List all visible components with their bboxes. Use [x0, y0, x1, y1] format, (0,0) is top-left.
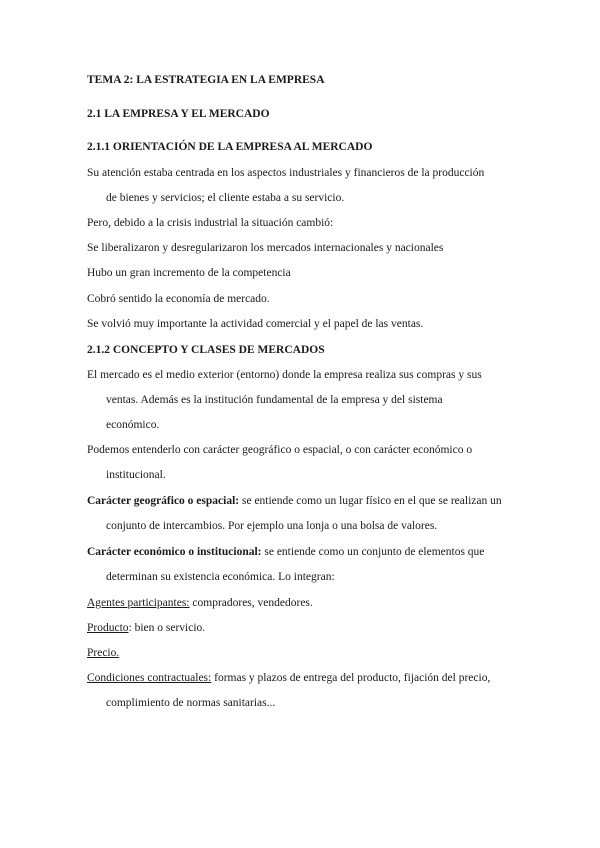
list-item-condiciones — [87, 671, 490, 685]
paragraph-line: ventas. Además es la institución fundamental de la empresa y del sistema — [106, 394, 443, 406]
definition-label: Carácter geográfico o espacial: — [87, 495, 240, 507]
definition-economico — [87, 545, 484, 559]
list-item-text: formas y plazos de entrega del producto, fijación del precio, — [211, 672, 491, 684]
paragraph-line: Cobró sentido la economía de mercado. — [87, 293, 270, 305]
paragraph-line: El mercado es el medio exterior (entorno) donde la empresa realiza sus compras y sus — [87, 369, 482, 381]
list-item-label: Producto — [87, 622, 129, 634]
list-item-label: Precio. — [87, 647, 120, 659]
paragraph-line: Podemos entenderlo con carácter geográfico o espacial, o con carácter económico o — [87, 444, 473, 456]
paragraph-line: institucional. — [106, 469, 166, 481]
paragraph-line: Su atención estaba centrada en los aspectos industriales y financieros de la producción — [87, 167, 485, 179]
subsection-heading-mercados: 2.1.2 CONCEPTO Y CLASES DE MERCADOS — [87, 344, 325, 356]
subsection-heading-orientacion: 2.1.1 ORIENTACIÓN DE LA EMPRESA AL MERCADO — [87, 141, 373, 153]
list-item-label: Agentes participantes: — [87, 597, 190, 609]
definition-label: Carácter económico o institucional: — [87, 546, 262, 558]
list-item-label: Condiciones contractuales: — [87, 672, 212, 684]
definition-text: se entiende como un lugar físico en el que se realizan un — [239, 495, 502, 507]
list-item-text: compradores, vendedores. — [189, 597, 313, 609]
section-heading: 2.1 LA EMPRESA Y EL MERCADO — [87, 108, 270, 120]
list-item-precio — [87, 646, 119, 660]
paragraph-line: Se liberalizaron y desregularizaron los mercados internacionales y nacionales — [87, 242, 444, 254]
paragraph-line: complimiento de normas sanitarias... — [106, 697, 276, 709]
definition-geografico — [87, 494, 502, 508]
list-item-agentes — [87, 596, 313, 610]
paragraph-line: conjunto de intercambios. Por ejemplo una lonja o una bolsa de valores. — [106, 520, 438, 532]
list-item-producto — [87, 621, 205, 635]
document-title: TEMA 2: LA ESTRATEGIA EN LA EMPRESA — [87, 74, 325, 86]
list-item-text: : bien o servicio. — [128, 622, 206, 634]
paragraph-line: Se volvió muy importante la actividad comercial y el papel de las ventas. — [87, 318, 424, 330]
paragraph-line: Pero, debido a la crisis industrial la situación cambió: — [87, 217, 334, 229]
paragraph-line: Hubo un gran incremento de la competencia — [87, 267, 291, 279]
definition-text: se entiende como un conjunto de elementos que — [261, 546, 485, 558]
paragraph-line: determinan su existencia económica. Lo integran: — [106, 571, 335, 583]
paragraph-line: económico. — [106, 419, 160, 431]
paragraph-line: de bienes y servicios; el cliente estaba a su servicio. — [106, 192, 345, 204]
